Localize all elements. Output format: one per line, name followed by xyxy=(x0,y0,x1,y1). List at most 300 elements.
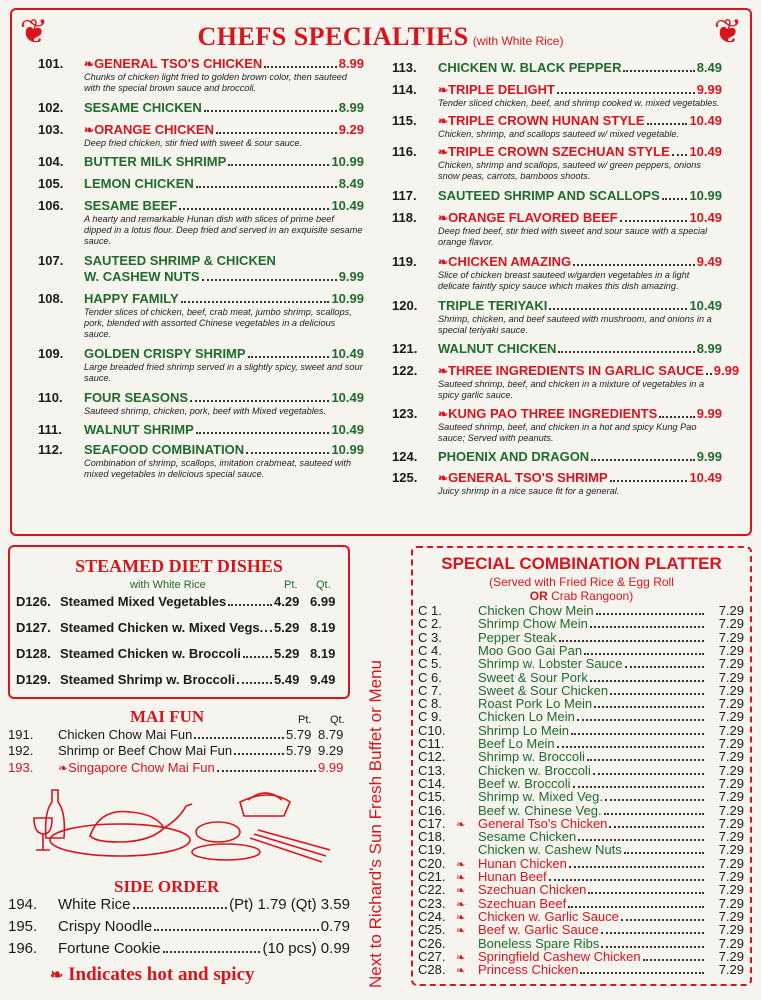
item-name: LEMON CHICKEN xyxy=(84,176,194,191)
leader-dots xyxy=(588,892,704,894)
item-number: 118. xyxy=(392,210,417,225)
item-name: Szechuan Beef xyxy=(478,895,567,911)
pepper-icon: ❧ xyxy=(456,965,466,978)
chef-right-column xyxy=(392,60,740,497)
item-price: 7.29 xyxy=(718,829,744,845)
menu-item xyxy=(38,56,364,94)
item-pt-price: 5.29 xyxy=(274,620,300,635)
item-price: 7.29 xyxy=(718,935,744,951)
leader-dots xyxy=(196,432,330,434)
item-number: 107. xyxy=(38,253,64,268)
side-order-item xyxy=(8,896,350,913)
item-code: C25. xyxy=(418,922,446,938)
item-description: Shrimp, chicken, and beef sauteed with mushroom, and onions in a special teriyaki sauce. xyxy=(438,314,712,335)
leader-dots xyxy=(190,400,329,402)
item-name: Moo Goo Gai Pan xyxy=(478,642,583,658)
pepper-icon: ❧ xyxy=(50,967,64,984)
menu-item xyxy=(392,144,722,182)
item-pt-price: 4.29 xyxy=(274,594,300,609)
diet-pt-label: Pt. xyxy=(284,579,298,591)
item-code: C22. xyxy=(418,882,446,898)
leader-dots xyxy=(154,929,319,931)
saucer xyxy=(192,844,260,860)
item-name: Steamed Mixed Vegetables xyxy=(60,594,227,609)
menu-item xyxy=(392,254,722,292)
menu-item-row xyxy=(38,442,364,458)
chef-left-column xyxy=(38,56,364,480)
leader-dots xyxy=(604,813,704,815)
menu-item-row xyxy=(392,254,722,270)
item-name: PHOENIX AND DRAGON xyxy=(438,449,590,464)
item-price: 7.29 xyxy=(718,789,744,805)
combo-or: OR xyxy=(529,589,548,603)
item-code: C26. xyxy=(418,935,446,951)
combo-subtitle-2 xyxy=(411,589,752,603)
item-number: 116. xyxy=(392,144,417,159)
menu-item xyxy=(38,346,364,384)
item-name: GENERAL TSO'S CHICKEN xyxy=(94,56,263,71)
item-price: 7.29 xyxy=(718,656,744,672)
item-code: C 8. xyxy=(418,696,442,712)
item-price: 10.49 xyxy=(689,298,722,313)
item-name: BUTTER MILK SHRIMP xyxy=(84,154,227,169)
item-price: 7.29 xyxy=(718,669,744,685)
item-price: 10.49 xyxy=(331,390,364,405)
item-name: Shrimp Lo Mein xyxy=(478,722,570,738)
leader-dots xyxy=(549,308,687,310)
menu-item-row xyxy=(38,291,364,307)
item-description: Tender slices of chicken, beef, crab meat, jumbo shrimp, scallops, pork, blended with assorted Chinese vegetables in a delicious sauce. xyxy=(84,307,352,339)
item-name: ORANGE FLAVORED BEEF xyxy=(448,210,618,225)
leader-dots xyxy=(202,279,337,281)
menu-item xyxy=(38,422,364,438)
maifun-item xyxy=(8,727,350,742)
side-order-item xyxy=(8,940,350,957)
item-name: Chicken Chow Mai Fun xyxy=(58,727,193,742)
combo-item xyxy=(418,724,744,738)
leader-dots xyxy=(549,879,704,881)
leader-dots xyxy=(568,906,704,908)
pepper-icon: ❧ xyxy=(456,925,466,938)
item-name: Shrimp w. Lobster Sauce xyxy=(478,656,623,672)
item-code: C27. xyxy=(418,948,446,964)
menu-item-row xyxy=(392,449,722,465)
item-name: White Rice xyxy=(58,896,131,913)
maifun-pt-label: Pt. xyxy=(298,714,312,726)
leader-dots xyxy=(610,480,688,482)
menu-item-row xyxy=(392,363,740,379)
item-price: 7.29 xyxy=(718,722,744,738)
item-price: (10 pcs) 0.99 xyxy=(262,940,350,957)
item-name: Crispy Noodle xyxy=(58,918,153,935)
maifun-title: MAI FUN xyxy=(130,707,205,726)
item-code: C11. xyxy=(418,736,445,751)
menu-item xyxy=(392,470,722,497)
item-price: 7.29 xyxy=(718,948,744,964)
leader-dots xyxy=(580,972,704,974)
item-name: Roast Pork Lo Mein xyxy=(478,696,593,712)
item-name: THREE INGREDIENTS IN GARLIC SAUCE xyxy=(448,363,704,378)
leader-dots xyxy=(601,932,704,934)
item-description: A hearty and remarkable Hunan dish with slices of prime beef dipped in a lotus flour. Deep fried and served in an exquisite sesame sauce. xyxy=(84,214,363,246)
menu-item xyxy=(392,60,722,76)
item-number: 121. xyxy=(392,341,418,356)
item-number: 112. xyxy=(38,442,63,457)
menu-item xyxy=(38,291,364,340)
item-number: 102. xyxy=(38,100,64,115)
pepper-icon: ❧ xyxy=(456,872,466,884)
menu-item-row xyxy=(38,122,364,138)
item-number: 104. xyxy=(38,154,64,169)
item-code: C 5. xyxy=(418,656,442,672)
item-number: 125. xyxy=(392,470,418,485)
bowl xyxy=(240,795,290,816)
combo-subtitle-text: Crab Rangoon) xyxy=(551,589,634,603)
corner-ornament-icon: ❦ xyxy=(713,13,743,51)
menu-item xyxy=(392,188,722,204)
item-price: 9.99 xyxy=(696,449,722,464)
menu-item-row xyxy=(38,390,364,406)
menu-item-row xyxy=(392,210,722,226)
item-code: C13. xyxy=(418,762,446,778)
item-description: Deep fried beef, stir fried with sweet and sour sauce with a special orange flavor. xyxy=(438,226,708,247)
item-name: Hunan Chicken xyxy=(478,855,567,871)
item-code: C24. xyxy=(418,908,446,924)
item-price: 7.29 xyxy=(718,682,744,698)
item-name: Beef w. Chinese Veg. xyxy=(478,802,602,818)
item-price: 7.29 xyxy=(718,775,744,791)
item-code: C 7. xyxy=(418,682,442,698)
pepper-icon: ❧ xyxy=(438,114,449,128)
item-price: (Pt) 1.79 (Qt) 3.59 xyxy=(229,896,350,913)
section-title: CHEFS SPECIALTIES xyxy=(197,22,469,51)
item-code: C28. xyxy=(418,962,446,978)
item-price: 9.99 xyxy=(338,269,364,284)
item-name: GENERAL TSO'S SHRIMP xyxy=(448,470,608,485)
item-description: Juicy shrimp in a nice sauce fit for a general. xyxy=(438,486,620,496)
item-description: Tender sliced chicken, beef, and shrimp cooked w. mixed vegetables. xyxy=(438,98,720,108)
item-name: Boneless Spare Ribs xyxy=(478,935,600,951)
item-price: 9.99 xyxy=(696,406,722,421)
leader-dots xyxy=(609,826,704,828)
item-price: 7.29 xyxy=(718,802,744,818)
item-name: TRIPLE CROWN SZECHUAN STYLE xyxy=(448,144,670,159)
item-name: KUNG PAO THREE INGREDIENTS xyxy=(448,406,658,421)
pepper-icon: ❧ xyxy=(58,761,69,775)
item-name: Shrimp Chow Mein xyxy=(478,616,588,632)
menu-item-row xyxy=(392,144,722,160)
leader-dots xyxy=(672,154,688,156)
item-code: C20. xyxy=(418,855,446,871)
item-name: Chicken w. Broccoli xyxy=(478,762,591,778)
item-name: Chicken w. Garlic Sauce xyxy=(478,908,619,924)
menu-item xyxy=(392,341,722,357)
leader-dots xyxy=(623,70,694,72)
item-name: FOUR SEASONS xyxy=(84,390,189,405)
leader-dots xyxy=(571,733,704,735)
item-price: 9.99 xyxy=(713,363,740,378)
item-name: CHICKEN W. BLACK PEPPER xyxy=(438,60,622,75)
item-name: General Tso's Chicken xyxy=(478,815,608,831)
leader-dots xyxy=(662,198,688,200)
item-description: Large breaded fried shrimp served in a slightly spicy, sweet and sour sauce. xyxy=(84,362,363,383)
item-code: C14. xyxy=(418,775,446,791)
item-name: SAUTEED SHRIMP AND SCALLOPS xyxy=(438,188,660,203)
item-description: Chicken, shrimp and scallops, sauteed w/ green peppers, onions snow peas, carrots, bamboos shoots. xyxy=(438,160,702,181)
menu-item-row xyxy=(392,188,722,204)
menu-item xyxy=(38,100,364,116)
leader-dots xyxy=(624,852,704,854)
diet-item xyxy=(16,646,342,661)
item-number: 120. xyxy=(392,298,418,313)
leader-dots xyxy=(625,666,704,668)
pepper-icon: ❧ xyxy=(456,951,466,964)
item-code: C15. xyxy=(418,789,446,805)
item-name: WALNUT CHICKEN xyxy=(438,341,557,356)
item-price: 10.49 xyxy=(331,346,364,361)
item-number: 124. xyxy=(392,449,418,464)
item-price: 7.29 xyxy=(718,603,744,618)
item-name: Shrimp or Beef Chow Mai Fun xyxy=(58,743,233,758)
item-price: 10.49 xyxy=(689,144,722,159)
item-number: 103. xyxy=(38,122,64,137)
pepper-icon: ❧ xyxy=(438,145,449,159)
item-code: C17. xyxy=(418,815,446,831)
item-price: 9.99 xyxy=(696,82,722,97)
leader-dots xyxy=(217,770,316,772)
combo-item xyxy=(418,617,744,631)
menu-item xyxy=(38,390,364,417)
item-price: 7.29 xyxy=(718,842,744,858)
leader-dots xyxy=(594,706,704,708)
pepper-icon: ❧ xyxy=(456,911,466,924)
leader-dots xyxy=(234,753,284,755)
menu-item xyxy=(392,210,722,248)
menu-item-row xyxy=(38,56,364,72)
leader-dots xyxy=(584,653,704,655)
menu-item xyxy=(392,298,722,336)
leader-dots xyxy=(621,919,704,921)
item-name: SEAFOOD COMBINATION xyxy=(84,442,245,457)
diet-item xyxy=(16,620,342,635)
item-description: Deep fried chicken, stir fried with sweet & sour sauce. xyxy=(84,138,303,148)
item-name-line2: W. CASHEW NUTS xyxy=(84,269,200,284)
item-price: 0.79 xyxy=(320,918,350,935)
item-number: 101. xyxy=(38,56,64,71)
item-name: SAUTEED SHRIMP & CHICKEN xyxy=(84,253,276,268)
item-number: 109. xyxy=(38,346,64,361)
leader-dots xyxy=(559,640,704,642)
leader-dots xyxy=(243,656,272,658)
diet-item xyxy=(16,594,342,609)
menu-item xyxy=(38,198,364,247)
item-code: C23. xyxy=(418,895,446,911)
pepper-icon: ❧ xyxy=(438,211,449,225)
leader-dots xyxy=(216,132,337,134)
item-price: 7.29 xyxy=(718,749,744,765)
side-order-item xyxy=(8,918,350,935)
menu-item xyxy=(392,363,740,401)
menu-item xyxy=(392,449,722,465)
item-description: Sauteed shrimp, chicken, pork, beef with Mixed vegetables. xyxy=(84,406,327,416)
combo-item xyxy=(418,697,744,711)
item-number: 119. xyxy=(392,254,417,269)
item-name: TRIPLE TERIYAKI xyxy=(438,298,548,313)
leader-dots xyxy=(706,373,712,375)
leader-dots xyxy=(578,839,704,841)
legend-text: Indicates hot and spicy xyxy=(68,964,255,985)
menu-item xyxy=(38,154,364,170)
item-price: 7.29 xyxy=(718,696,744,712)
item-name: Beef Lo Mein xyxy=(478,736,555,751)
item-code: C18. xyxy=(418,829,446,845)
item-name: Princess Chicken xyxy=(478,962,579,978)
item-name: Pepper Steak xyxy=(478,629,557,645)
leader-dots xyxy=(228,164,329,166)
item-name: HAPPY FAMILY xyxy=(84,291,179,306)
item-price: 10.49 xyxy=(689,113,722,128)
item-pt-price: 5.79 xyxy=(286,727,312,742)
menu-item-row xyxy=(392,470,722,486)
item-code: 193. xyxy=(8,760,34,775)
item-name: Szechuan Chicken xyxy=(478,882,587,898)
item-code: 194. xyxy=(8,896,38,913)
item-name: Steamed Chicken w. Mixed Vegs. xyxy=(60,620,264,635)
menu-item-row xyxy=(38,176,364,192)
platter xyxy=(50,824,190,856)
leader-dots xyxy=(577,719,704,721)
item-code: 195. xyxy=(8,918,38,935)
pepper-icon: ❧ xyxy=(438,364,449,378)
legend xyxy=(50,964,255,986)
item-name: Steamed Chicken w. Broccoli xyxy=(60,646,241,661)
pepper-icon: ❧ xyxy=(84,57,95,71)
item-number: 114. xyxy=(392,82,417,97)
diet-title: STEAMED DIET DISHES xyxy=(75,556,283,576)
menu-item-row xyxy=(38,422,364,438)
vegetables xyxy=(250,830,330,862)
leader-dots xyxy=(248,356,330,358)
leader-dots xyxy=(590,626,704,628)
item-price: 8.99 xyxy=(338,56,364,71)
menu-item xyxy=(392,82,722,109)
leader-dots xyxy=(246,452,329,454)
leader-dots xyxy=(569,866,704,868)
item-qt-price: 6.99 xyxy=(310,594,336,609)
leader-dots xyxy=(610,693,704,695)
pepper-icon: ❧ xyxy=(456,898,466,911)
pepper-icon: ❧ xyxy=(456,885,466,898)
item-price: 8.49 xyxy=(338,176,364,191)
roast-duck xyxy=(90,812,164,843)
item-price: 7.29 xyxy=(718,629,744,645)
item-price: 8.99 xyxy=(696,341,722,356)
combo-subtitle: (Served with Fried Rice & Egg Roll xyxy=(489,575,674,589)
leader-dots xyxy=(601,946,704,948)
menu-item-row xyxy=(38,154,364,170)
item-name: SESAME CHICKEN xyxy=(84,100,202,115)
item-name: Fortune Cookie xyxy=(58,940,161,957)
item-name: Shrimp w. Mixed Veg. xyxy=(478,789,603,805)
item-name: Sweet & Sour Pork xyxy=(478,669,588,685)
item-name: Steamed Shrimp w. Broccoli xyxy=(60,672,236,687)
item-price: 7.29 xyxy=(718,762,744,778)
leader-dots xyxy=(557,92,695,94)
item-price: 7.29 xyxy=(718,922,744,938)
pepper-icon: ❧ xyxy=(438,407,449,421)
menu-item-row xyxy=(392,298,722,314)
item-number: 123. xyxy=(392,406,418,421)
combo-item xyxy=(418,764,744,778)
item-name: Sweet & Sour Chicken xyxy=(478,682,609,698)
leader-dots xyxy=(228,604,272,606)
item-pt-price: 5.79 xyxy=(286,743,312,758)
item-name: Sesame Chicken xyxy=(478,829,577,845)
item-number: 111. xyxy=(38,422,62,437)
menu-item xyxy=(38,253,364,285)
item-code: 191. xyxy=(8,727,34,742)
item-price: 10.99 xyxy=(331,442,364,457)
item-price: 7.29 xyxy=(718,616,744,632)
item-code: D129. xyxy=(16,672,51,687)
item-price: 10.49 xyxy=(689,470,722,485)
leader-dots xyxy=(204,110,337,112)
leader-dots xyxy=(590,680,704,682)
leader-dots xyxy=(643,959,704,961)
pepper-icon: ❧ xyxy=(438,83,449,97)
item-name: Hunan Beef xyxy=(478,869,547,884)
item-code: C 6. xyxy=(418,669,442,685)
item-code: D126. xyxy=(16,594,51,609)
item-pt-price: 5.29 xyxy=(274,646,300,661)
diet-item xyxy=(16,672,342,687)
item-name: Beef w. Garlic Sauce xyxy=(478,922,599,938)
combo-item xyxy=(418,963,744,978)
item-price: 10.99 xyxy=(331,154,364,169)
leader-dots xyxy=(591,459,694,461)
item-qt-price: 8.79 xyxy=(318,727,344,742)
pepper-icon: ❧ xyxy=(456,858,466,871)
menu-item xyxy=(38,176,364,192)
item-name: Beef w. Broccoli xyxy=(478,775,571,791)
item-code: 192. xyxy=(8,743,34,758)
item-code: C21. xyxy=(418,869,446,884)
diet-subtitle: with White Rice xyxy=(130,579,206,591)
item-code: C12. xyxy=(418,749,446,765)
leader-dots xyxy=(593,773,704,775)
item-qt-price: 9.49 xyxy=(310,672,336,687)
item-price: 7.29 xyxy=(718,709,744,725)
menu-item-row xyxy=(38,198,364,214)
menu-item-row xyxy=(38,346,364,362)
item-price: 9.49 xyxy=(696,254,722,269)
item-code: C10. xyxy=(418,722,446,738)
item-number: 113. xyxy=(392,60,417,75)
item-name: GOLDEN CRISPY SHRIMP xyxy=(84,346,246,361)
item-description: Chunks of chicken light fried to golden brown color, then sauteed with the special brown sauce and broccoli. xyxy=(84,72,348,93)
item-description: Sauteed shrimp, beef, and chicken in a mixture of vegetables in a spicy garlic sauce. xyxy=(438,379,705,400)
leader-dots xyxy=(264,66,336,68)
item-code: C 1. xyxy=(418,603,442,618)
item-price: 10.49 xyxy=(331,198,364,213)
item-code: D127. xyxy=(16,620,51,635)
item-name: TRIPLE CROWN HUNAN STYLE xyxy=(448,113,645,128)
item-pt-price: 5.49 xyxy=(274,672,300,687)
item-name: Chicken Lo Mein xyxy=(478,709,575,725)
combo-title: SPECIAL COMBINATION PLATTER xyxy=(441,554,722,573)
menu-item-row xyxy=(392,60,722,76)
item-price: 10.99 xyxy=(331,291,364,306)
